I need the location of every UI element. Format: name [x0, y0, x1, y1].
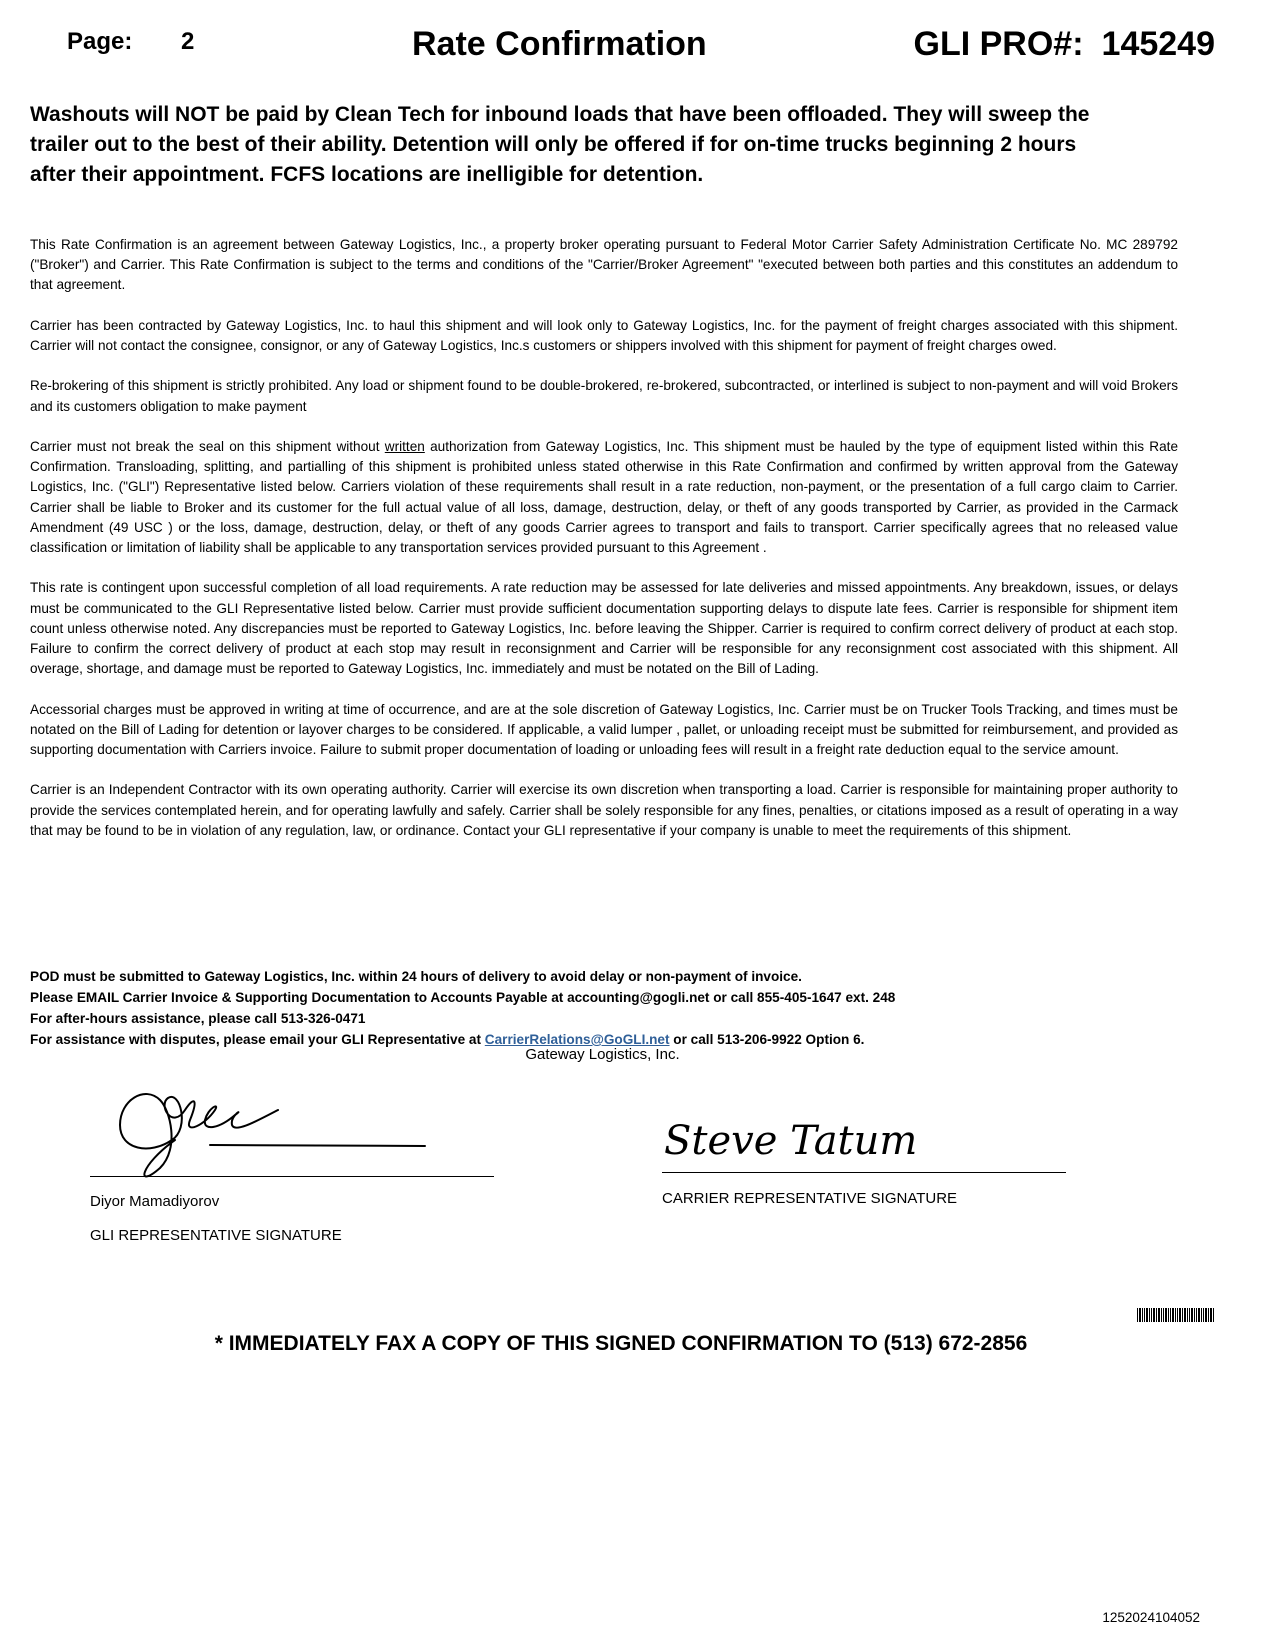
gli-signature-line: [90, 1176, 494, 1177]
written-underlined: written: [384, 438, 425, 454]
fax-notice: * IMMEDIATELY FAX A COPY OF THIS SIGNED CONFIRMATION TO (513) 672-2856: [214, 1332, 1028, 1355]
document-id: 1252024104052: [1102, 1610, 1200, 1625]
pro-label: GLI PRO#:: [913, 25, 1084, 63]
gli-rep-signature-label: GLI REPRESENTATIVE SIGNATURE: [90, 1227, 342, 1244]
gli-rep-name: Diyor Mamadiyorov: [90, 1193, 220, 1210]
invoice-line: Please EMAIL Carrier Invoice & Supporting Documentation to Accounts Payable at accounting@gogli.net or call 855-405-1647 ext. 248: [30, 990, 896, 1005]
document-title: Rate Confirmation: [412, 25, 707, 63]
page-label: Page:: [67, 28, 133, 55]
terms-paragraph-contractor: Carrier is an Independent Contractor with its own operating authority. Carrier will exercise its own discretion when transporting a load. Carrier is responsible for maintaining proper authority to provide the services contemplated herein, and for operating lawfully and safely. Carrier shall be solely responsible for any fines, penalties, or citations imposed as a result of operating in a way that may be found to be in violation of any regulation, law, or ordinance. Contact your GLI representative if your company is unable to meet the requirements of this shipment.: [30, 782, 1178, 838]
carrier-rep-signature-label: CARRIER REPRESENTATIVE SIGNATURE: [662, 1190, 958, 1207]
contact-instructions: [30, 966, 1180, 1050]
washout-notice: Washouts will NOT be paid by Clean Tech for inbound loads that have been offloaded. They will sweep the trailer out to the best of their ability. Detention will only be offered if for on-time trucks beginning 2 hours after their appointment. FCFS locations are inelligible for detention.: [30, 103, 1090, 186]
carrier-signature-image: [660, 1100, 960, 1180]
pro-number: 145249: [1101, 25, 1215, 63]
company-name: Gateway Logistics, Inc.: [525, 1046, 680, 1063]
barcode-image: [1137, 1308, 1215, 1322]
after-hours-line: For after-hours assistance, please call 513-326-0471: [30, 1011, 366, 1026]
terms-paragraph-accessorial: Accessorial charges must be approved in writing at time of occurrence, and are at the sole discretion of Gateway Logistics, Inc. Carrier must be on Trucker Tools Tracking, and times must be notated on the Bill of Lading for detention or layover charges to be considered. If applicable, a valid lumper , pallet, or unloading receipt must be submitted for reimbursement, and provided as supporting documentation with Carriers invoice. Failure to submit proper documentation of loading or unloading fees will result in a freight rate deduction equal to the service amount.: [30, 701, 1178, 757]
terms-paragraph-rebrokering: Re-brokering of this shipment is strictly prohibited. Any load or shipment found to be double-brokered, re-brokered, subcontracted, or interlined is subject to non-payment and will void Brokers and its customers obligation to make payment: [30, 378, 1178, 414]
terms-section: [30, 235, 1178, 861]
terms-paragraph-agreement: This Rate Confirmation is an agreement between Gateway Logistics, Inc., a property broker operating pursuant to Federal Motor Carrier Safety Administration Certificate No. MC 289792 ("Broker") and Carrier. This Rate Confirmation is subject to the terms and conditions of the "Carrier/Broker Agreement" "executed between both parties and this constitutes an addendum to that agreement.: [30, 237, 1178, 293]
terms-paragraph-seal: [30, 437, 1178, 558]
disputes-text-start: For assistance with disputes, please email your GLI Representative at: [30, 1032, 485, 1047]
carrier-signature-text: Steve Tatum: [664, 1118, 918, 1164]
terms-paragraph-rate: This rate is contingent upon successful completion of all load requirements. A rate reduction may be assessed for late deliveries and missed appointments. Any breakdown, issues, or delays must be communicated to the GLI Representative listed below. Carrier must provide sufficient documentation supporting delays to dispute late fees. Carrier is responsible for shipment item count unless otherwise noted. Any discrepancies must be reported to Gateway Logistics, Inc. before leaving the Shipper. Carrier is required to confirm correct delivery of product at each stop. Failure to confirm the correct delivery of product at each stop may result in reconsignment and Carrier will be responsible for any reconsignment cost associated with this shipment. All overage, shortage, and damage must be reported to Gateway Logistics, Inc. immediately and must be notated on the Bill of Lading.: [30, 580, 1178, 677]
pro-number-group: [914, 25, 1216, 64]
terms-paragraph-payment: Carrier has been contracted by Gateway Logistics, Inc. to haul this shipment and will look only to Gateway Logistics, Inc. for the payment of freight charges associated with this shipment. Carrier will not contact the consignee, consignor, or any of Gateway Logistics, Inc.s customers or shippers involved with this shipment for payment of freight charges owed.: [30, 317, 1178, 353]
seal-text-end: authorization from Gateway Logistics, Inc. This shipment must be hauled by the type of equipment listed within this Rate Confirmation. Transloading, splitting, and partialling of this shipment is prohibited unless stated otherwise in this Rate Confirmation and confirmed by written approval from the Gateway Logistics, Inc. ("GLI") Representative listed below. Carriers violation of these requirements shall result in a rate reduction, non-payment, or the presentation of a full cargo claim to Carrier. Carrier shall be liable to Broker and its customer for the full actual value of all loss, damage, destruction, delay, or theft of any goods transported by Carrier, as provided in the Carmack Amendment (49 USC ) or the loss, damage, destruction, delay, or theft of any goods Carrier agrees to transport and fails to transport. Carrier specifically agrees that no released value classification or limitation of liability shall be applicable to any transportation services provided pursuant to this Agreement .: [30, 438, 1178, 555]
pod-line: POD must be submitted to Gateway Logistics, Inc. within 24 hours of delivery to avoid delay or non-payment of invoice.: [30, 969, 802, 984]
carrier-relations-email-link[interactable]: CarrierRelations@GoGLI.net: [484, 1032, 670, 1047]
disputes-text-end: or call 513-206-9922 Option 6.: [669, 1032, 865, 1047]
seal-text-start: Carrier must not break the seal on this shipment without: [30, 438, 385, 454]
carrier-signature-line: [662, 1172, 1066, 1173]
gli-rep-signature-image: [80, 1070, 500, 1180]
page-number: 2: [181, 28, 195, 55]
